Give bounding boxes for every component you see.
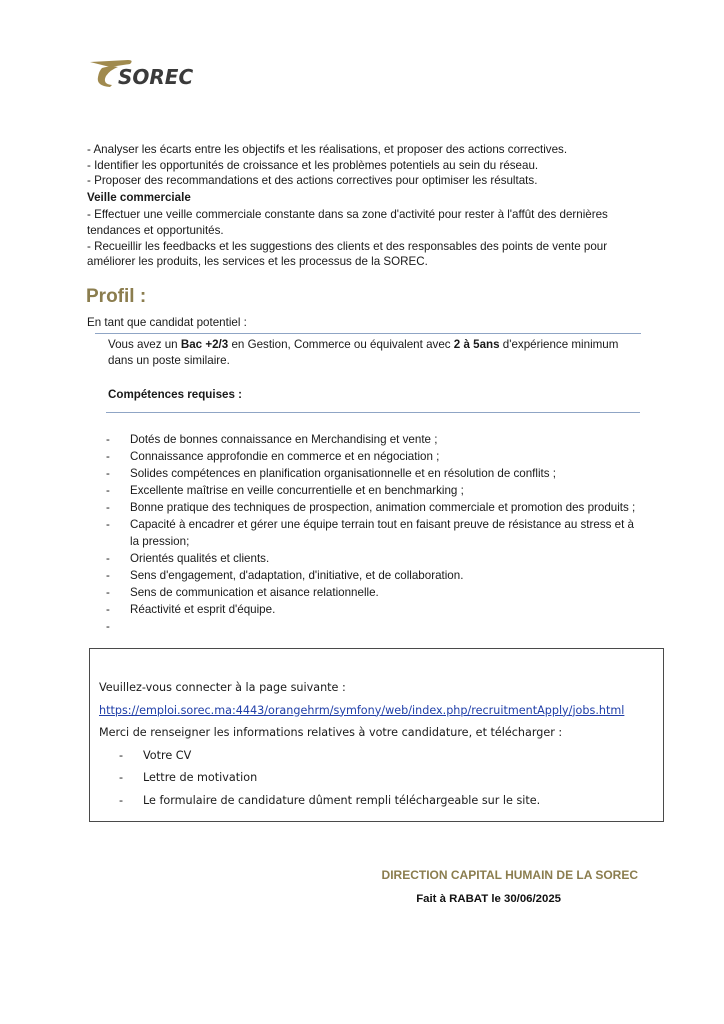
requirements-text: Vous avez un Bac +2/3 en Gestion, Commerce ou équivalent avec 2 à 5ans d'expérience minimum dans un poste similaire.: [108, 338, 619, 367]
veille-commerciale-heading: Veille commerciale: [87, 190, 191, 204]
profil-intro: En tant que candidat potentiel :: [87, 316, 247, 329]
list-item: - Excellente maîtrise en veille concurrentielle et en benchmarking ;: [106, 484, 464, 497]
documents-instruction: Merci de renseigner les informations relatives à votre candidature, et télécharger :: [99, 726, 563, 739]
profil-title: Profil :: [86, 286, 147, 307]
documents-list: [99, 745, 659, 813]
list-item: - Votre CV: [119, 748, 192, 762]
mission-line: - Proposer des recommandations et des actions correctives pour optimiser les résultats.: [87, 174, 538, 188]
competences-title: Compétences requises :: [108, 388, 243, 401]
direction-signature: DIRECTION CAPITAL HUMAIN DE LA SOREC: [381, 868, 638, 882]
recruitment-link[interactable]: https://emploi.sorec.ma:4443/orangehrm/symfony/web/index.php/recruitmentApply/jobs.html: [99, 703, 625, 717]
application-box: [89, 648, 664, 822]
list-item: - Lettre de motivation: [119, 771, 258, 784]
mission-line: - Analyser les écarts entre les objectifs et les réalisations, et proposer des actions correctives.: [87, 143, 568, 156]
list-item: - Le formulaire de candidature dûment rempli téléchargeable sur le site.: [119, 793, 541, 807]
list-item: - Orientés qualités et clients.: [106, 552, 270, 565]
list-item: - Connaissance approfondie en commerce et en négociation ;: [106, 450, 440, 463]
degree-requirement: Bac +2/3: [180, 338, 229, 351]
place-date: Fait à RABAT le 30/06/2025: [416, 893, 561, 905]
list-item: - Sens de communication et aisance relationnelle.: [106, 586, 379, 599]
list-item: - Bonne pratique des techniques de prospection, animation commerciale et promotion des produits ;: [106, 501, 636, 514]
list-item: - Dotés de bonnes connaissance en Merchandising et vente ;: [106, 433, 438, 446]
mission-line: - Identifier les opportunités de croissance et les problèmes potentiels au sein du réseau.: [87, 158, 539, 172]
divider-line: [106, 412, 640, 413]
svg-text:SOREC: SOREC: [118, 65, 194, 89]
list-item: - Solides compétences en planification organisationnelle et en résolution de conflits ;: [106, 467, 557, 480]
list-item: -: [106, 620, 110, 633]
missions-section: [87, 142, 647, 270]
experience-requirement: 2 à 5ans: [453, 338, 500, 351]
competences-list: [106, 431, 646, 633]
mission-line: - Effectuer une veille commerciale constante dans sa zone d'activité pour rester à l'affût des dernières tendances et opportunités.: [87, 208, 608, 237]
list-item: - Sens d'engagement, d'adaptation, d'initiative, et de collaboration.: [106, 569, 464, 582]
divider-line: [95, 333, 641, 334]
connect-instruction: Veuillez-vous connecter à la page suivante :: [99, 681, 346, 694]
sorec-logo: [88, 58, 248, 94]
list-item: - Capacité à encadrer et gérer une équipe terrain tout en faisant preuve de résistance au stress et à la pression;: [106, 518, 634, 548]
list-item: - Réactivité et esprit d'équipe.: [106, 603, 276, 616]
mission-line: - Recueillir les feedbacks et les suggestions des clients et des responsables des points de vente pour améliorer les produits, les services et les processus de la SOREC.: [87, 239, 608, 269]
